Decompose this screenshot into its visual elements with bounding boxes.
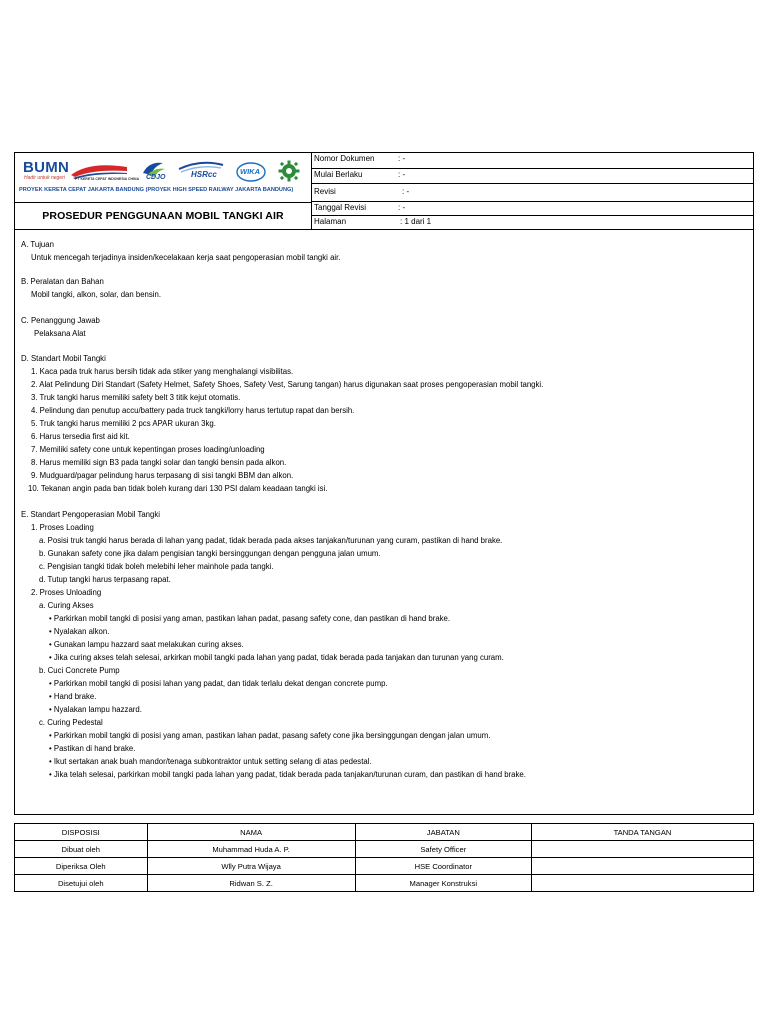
meta-key: Halaman	[314, 217, 347, 226]
table-cell: Muhammad Huda A. P.	[147, 841, 355, 858]
logo-banner	[15, 153, 312, 203]
meta-row	[312, 169, 753, 184]
list-item: a. Posisi truk tangki harus berada di lahan yang padat, tidak berada pada akses tanjakan/turunan yang curam, pastikan di hand brake.	[39, 536, 503, 545]
meta-value: : 1 dari 1	[400, 217, 432, 226]
list-item: 8. Harus memiliki sign B3 pada tangki solar dan tangki bensin pada alkon.	[31, 458, 287, 467]
list-item: 5. Truk tangki harus memiliki 2 pcs APAR ukuran 3kg.	[31, 419, 216, 428]
table-cell: Safety Officer	[355, 841, 531, 858]
section-heading: B. Peralatan dan Bahan	[21, 277, 104, 286]
section-heading: E. Standart Pengoperasian Mobil Tangki	[21, 510, 160, 519]
table-row	[15, 875, 754, 892]
meta-value: : -	[398, 170, 406, 179]
document-header	[14, 152, 754, 230]
subsection-heading: 2. Proses Unloading	[31, 588, 102, 597]
document-title: PROSEDUR PENGGUNAAN MOBIL TANGKI AIR	[42, 210, 284, 222]
document-meta	[312, 153, 753, 229]
bullet-item: • Gunakan lampu hazzard saat melakukan curing akses.	[49, 640, 244, 649]
list-item: 7. Memiliki safety cone untuk kepentingan proses loading/unloading	[31, 445, 265, 454]
bullet-item: • Parkirkan mobil tangki di posisi yang aman, pastikan lahan padat, pasang safety cone, dan pastikan di hand brake.	[49, 614, 451, 623]
list-item: d. Tutup tangki harus terpasang rapat.	[39, 575, 171, 584]
bullet-item: • Jika curing akses telah selesai, arkirkan mobil tangki pada lahan yang padat, tidak berada pada tanjakan dan turunan yang curam.	[49, 653, 504, 662]
cdjo-logo-text: CDJO	[146, 174, 166, 181]
bullet-item: • Nyalakan lampu hazzard.	[49, 705, 142, 714]
bullet-item: • Ikut sertakan anak buah mandor/tenaga subkontraktor untuk setting selang di atas pedestal.	[49, 757, 372, 766]
document-title-cell	[15, 203, 312, 229]
list-item: 4. Pelindung dan penutup accu/battery pada truck tangki/lorry harus tertutup rapat dan bersih.	[31, 406, 355, 415]
hsrcc-logo-text: HSRcc	[191, 170, 217, 179]
bumn-tagline: Hadir untuk negeri	[24, 175, 65, 181]
meta-row	[312, 202, 753, 216]
bullet-item: • Pastikan di hand brake.	[49, 744, 136, 753]
gear-logo-icon	[277, 159, 301, 183]
section-heading: D. Standart Mobil Tangki	[21, 354, 106, 363]
column-header: DISPOSISI	[15, 824, 148, 841]
project-line: PROYEK KERETA CEPAT JAKARTA BANDUNG (PROYEK HIGH SPEED RAILWAY JAKARTA BANDUNG)	[19, 187, 294, 193]
wika-logo-text: WIKA	[240, 167, 260, 176]
list-item: 9. Mudguard/pagar pelindung harus terpasang di sisi tangki BBM dan alkon.	[31, 471, 294, 480]
subsection-heading: b. Cuci Concrete Pump	[39, 666, 120, 675]
table-cell: Dibuat oleh	[15, 841, 148, 858]
kcic-logo-text: PT KERETA CEPAT INDONESIA CHINA	[75, 177, 140, 181]
table-cell: HSE Coordinator	[355, 858, 531, 875]
subsection-heading: 1. Proses Loading	[31, 523, 94, 532]
meta-key: Mulai Berlaku	[314, 170, 363, 179]
table-cell: Manager Konstruksi	[355, 875, 531, 892]
meta-row	[312, 184, 753, 202]
column-header: JABATAN	[355, 824, 531, 841]
subsection-heading: c. Curing Pedestal	[39, 718, 103, 727]
bullet-item: • Nyalakan alkon.	[49, 627, 110, 636]
column-header: TANDA TANGAN	[531, 824, 753, 841]
meta-value: : -	[398, 203, 406, 212]
body-text: Untuk mencegah terjadinya insiden/kecelakaan kerja saat pengoperasian mobil tangki air.	[31, 253, 341, 262]
list-item: 10. Tekanan angin pada ban tidak boleh kurang dari 130 PSI dalam keadaan tangki isi.	[28, 484, 328, 493]
list-item: 2. Alat Pelindung Diri Standart (Safety Helmet, Safety Shoes, Safety Vest, Sarung tangan) harus digunakan saat proses pengoperasian mobil tangki.	[31, 380, 544, 389]
signature-table	[14, 823, 754, 892]
meta-key: Tanggal Revisi	[314, 203, 367, 212]
table-row	[15, 858, 754, 875]
list-item: 1. Kaca pada truk harus bersih tidak ada stiker yang menghalangi visibilitas.	[31, 367, 294, 376]
list-item: 3. Truk tangki harus memiliki safety belt 3 titik kejut otomatis.	[31, 393, 241, 402]
list-item: c. Pengisian tangki tidak boleh melebihi leher mainhole pada tangki.	[39, 562, 274, 571]
procedure-body	[14, 229, 754, 815]
meta-row	[312, 153, 753, 169]
table-cell: Ridwan S. Z.	[147, 875, 355, 892]
bullet-item: • Parkirkan mobil tangki di posisi lahan yang padat, dan tidak terlalu dekat dengan concrete pump.	[49, 679, 388, 688]
signature-cell	[531, 841, 753, 858]
table-row	[15, 841, 754, 858]
list-item: b. Gunakan safety cone jika dalam pengisian tangki bersinggungan dengan pengguna jalan umum.	[39, 549, 381, 558]
body-text: Mobil tangki, alkon, solar, dan bensin.	[31, 290, 162, 299]
bullet-item: • Jika telah selesai, parkirkan mobil tangki pada lahan yang padat, tidak berada pada tanjakan/turunan curam, dan pastikan di hand brake.	[49, 770, 526, 779]
bumn-logo: BUMN	[23, 159, 70, 176]
signature-cell	[531, 875, 753, 892]
bullet-item: • Hand brake.	[49, 692, 97, 701]
section-heading: A. Tujuan	[21, 240, 54, 249]
section-heading: C. Penanggung Jawab	[21, 316, 100, 325]
subsection-heading: a. Curing Akses	[39, 601, 94, 610]
table-header-row	[15, 824, 754, 841]
table-cell: Wlly Putra Wijaya	[147, 858, 355, 875]
column-header: NAMA	[147, 824, 355, 841]
meta-key: Revisi	[314, 187, 336, 196]
list-item: 6. Harus tersedia first aid kit.	[31, 432, 130, 441]
bullet-item: • Parkirkan mobil tangki di posisi yang aman, pastikan lahan padat, pasang safety cone jika bersinggungan dengan jalan umum.	[49, 731, 491, 740]
meta-row	[312, 216, 753, 229]
table-cell: Disetujui oleh	[15, 875, 148, 892]
signature-cell	[531, 858, 753, 875]
body-text: Pelaksana Alat	[34, 329, 86, 338]
meta-key: Nomor Dokumen	[314, 154, 375, 163]
table-cell: Diperiksa Oleh	[15, 858, 148, 875]
meta-value: : -	[402, 187, 410, 196]
meta-value: : -	[398, 154, 406, 163]
